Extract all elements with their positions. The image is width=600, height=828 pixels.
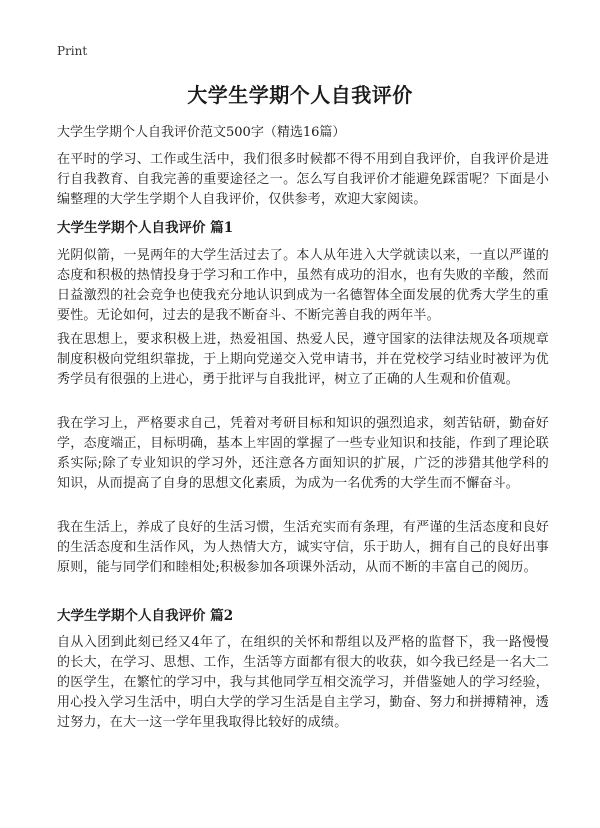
page-title: 大学生学期个人自我评价 <box>187 83 413 107</box>
section-heading-2: 大学生学期个人自我评价 篇2 <box>57 608 234 624</box>
section-1-paragraph-4: 我在生活上，养成了良好的生活习惯，生活充实而有条理，有严谨的生活态度和良好的生活态度和生活作风，为人热情大方，诚实守信，乐于助人，拥有自己的良好出事原则，能与同学们和睦相处;积极参加各项课外活动，从而不断的丰富自己的阅历。 <box>57 520 549 575</box>
section-1-paragraph-3: 我在学习上，严格要求自己，凭着对考研目标和知识的强烈追求，刻苦钻研，勤奋好学，态度端正，目标明确，基本上牢固的掌握了一些专业知识和技能，作到了理论联系实际;除了专业知识的学习外，还注意各方面知识的扩展，广泛的涉猎其他学科的知识，从而提高了自身的思想文化素质，为成为一名优秀的大学生而不懈奋斗。 <box>57 416 549 491</box>
document-subtitle: 大学生学期个人自我评价范文500字（精选16篇） <box>57 125 346 140</box>
section-1-paragraph-2: 我在思想上，要求积极上进，热爱祖国、热爱人民，遵守国家的法律法规及各项规章制度积极向党组织靠拢，于上期向党递交入党申请书，并在党校学习结业时被评为优秀学员有很强的上进心，勇于批评与自我批评，树立了正确的人生观和价值观。 <box>57 332 549 387</box>
intro-paragraph: 在平时的学习、工作或生活中，我们很多时候都不得不用到自我评价，自我评价是进行自我教育、自我完善的重要途径之一。怎么写自我评价才能避免踩雷呢？下面是小编整理的大学生学期个人自我评价，仅供参考，欢迎大家阅读。 <box>57 152 549 207</box>
section-1-paragraph-1: 光阴似箭，一晃两年的大学生活过去了。本人从年进入大学就读以来，一直以严谨的态度和积极的热情投身于学习和工作中，虽然有成功的泪水，也有失败的辛酸，然而日益激烈的社会竞争也使我充分地认识到成为一名德智体全面发展的优秀大学生的重要性。无论如何，过去的是我不断奋斗、不断完善自我的两年半。 <box>57 248 549 323</box>
print-link[interactable]: Print <box>57 44 88 58</box>
section-2-paragraph-1: 自从入团到此刻已经又4年了，在组织的关怀和帮组以及严格的监督下，我一路慢慢的长大，在学习、思想、工作，生活等方面都有很大的收获，如今我已经是一名大二的医学生，在繁忙的学习中，我与其他同学互相交流学习，并借鉴她人的学习经验，用心投入学习生活中，明白大学的学习生活是自主学习，勤奋、努力和拼搏精神，透过努力，在大一这一学年里我取得比较好的成绩。 <box>57 635 549 730</box>
section-heading-1: 大学生学期个人自我评价 篇1 <box>57 220 234 236</box>
